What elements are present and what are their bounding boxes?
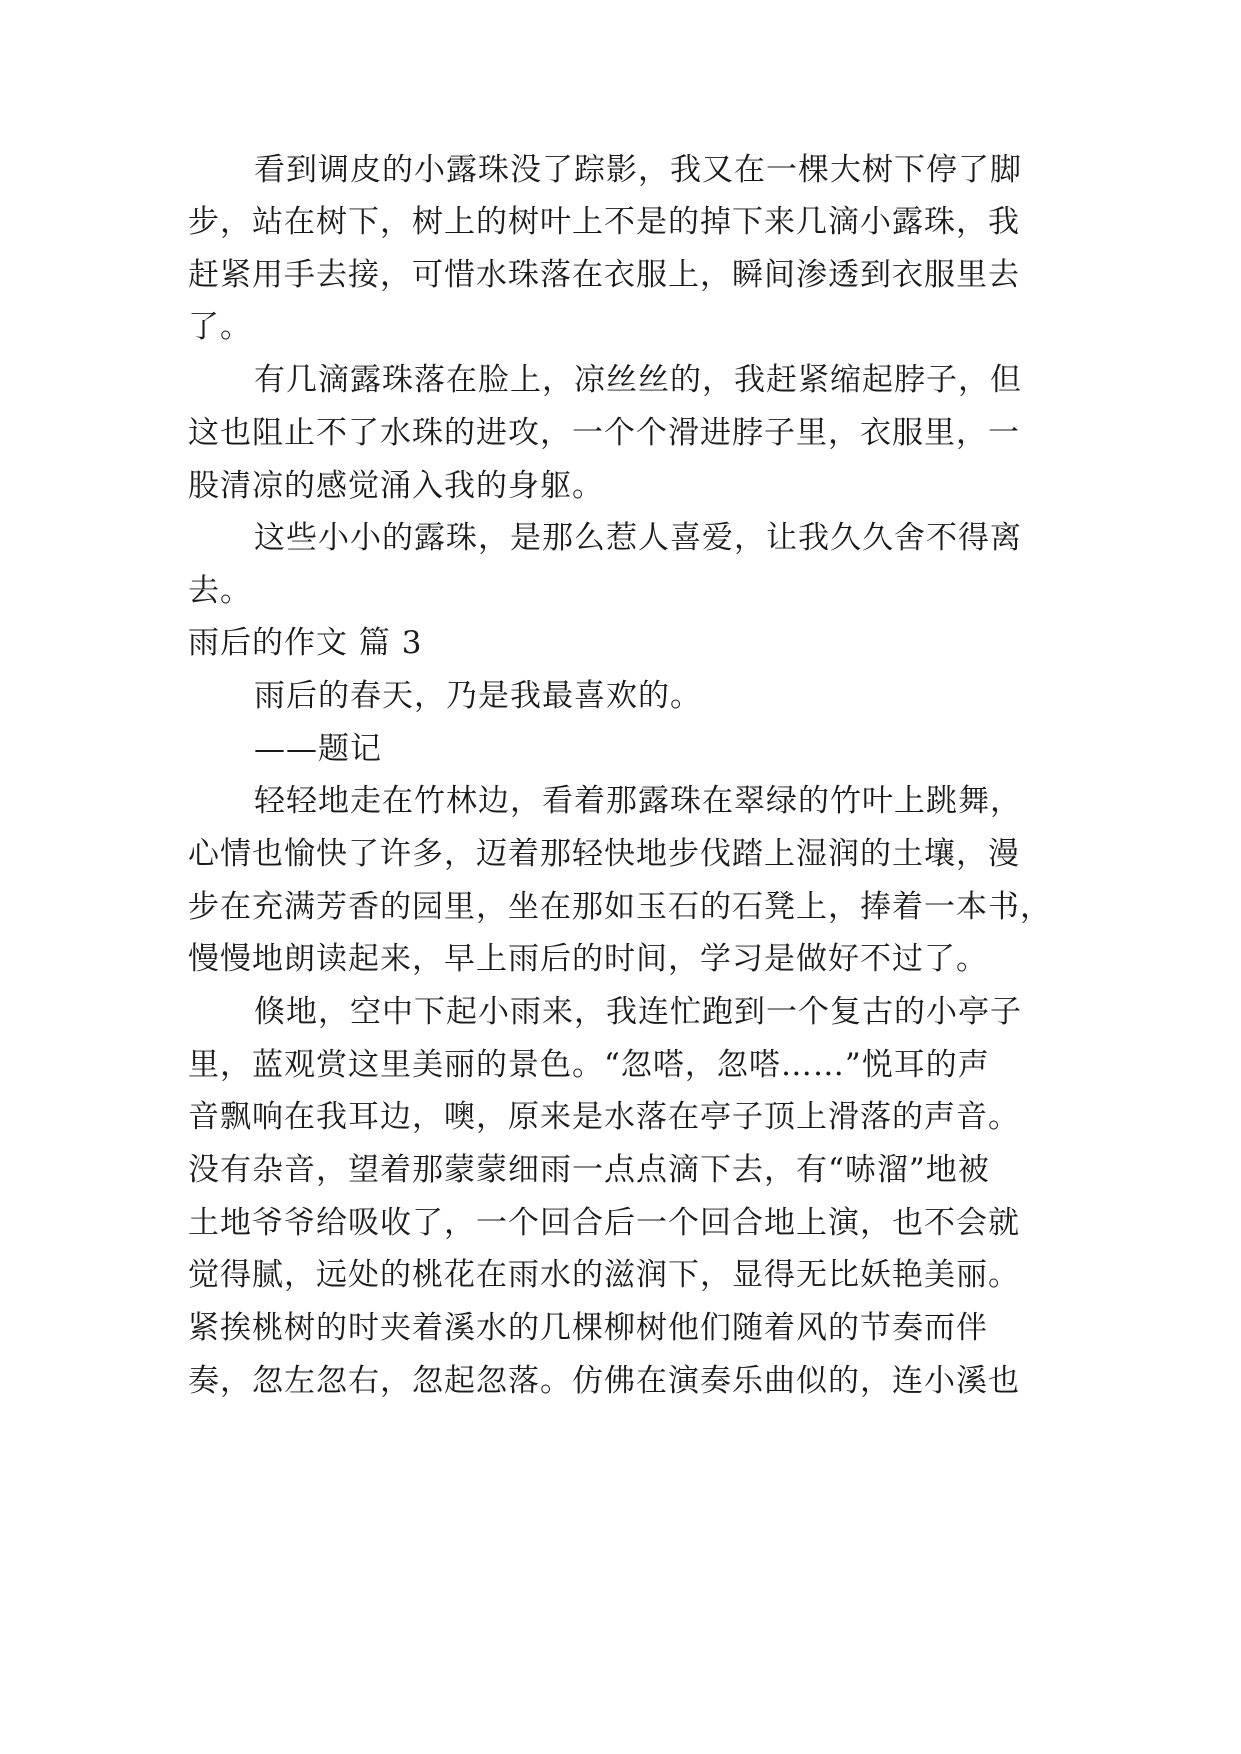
paragraph-line: 里，蓝观赏这里美丽的景色。“忽嗒，忽嗒……”悦耳的声 <box>188 1047 990 1083</box>
paragraph-line: 没有杂音，望着那蒙蒙细雨一点点滴下去，有“哧溜”地被 <box>188 1152 990 1188</box>
paragraph-line: 去。 <box>188 573 252 609</box>
paragraph-line: 觉得腻，远处的桃花在雨水的滋润下，显得无比妖艳美丽。 <box>188 1257 1020 1293</box>
paragraph-line: 看到调皮的小露珠没了踪影，我又在一棵大树下停了脚 <box>254 152 1022 188</box>
paragraph-line: 慢慢地朗读起来，早上雨后的时间，学习是做好不过了。 <box>188 941 988 977</box>
paragraph-line: 紧挨桃树的时夹着溪水的几棵柳树他们随着风的节奏而伴 <box>188 1310 988 1346</box>
paragraph-line: 轻轻地走在竹林边，看着那露珠在翠绿的竹叶上跳舞， <box>254 783 1022 819</box>
paragraph-line: 步，站在树下，树上的树叶上不是的掉下来几滴小露珠，我 <box>188 204 1020 240</box>
paragraph-line: 这些小小的露珠，是那么惹人喜爱，让我久久舍不得离 <box>254 520 1022 556</box>
paragraph-line: 了。 <box>188 309 252 345</box>
paragraph-line: 心情也愉快了许多，迈着那轻快地步伐踏上湿润的土壤，漫 <box>188 836 1020 872</box>
epigraph-attribution: ——题记 <box>254 731 382 767</box>
paragraph-line: 奏，忽左忽右，忽起忽落。仿佛在演奏乐曲似的，连小溪也 <box>188 1363 1020 1399</box>
paragraph-line: 音飘响在我耳边，噢，原来是水落在亭子顶上滑落的声音。 <box>188 1099 1020 1135</box>
paragraph-line: 赶紧用手去接，可惜水珠落在衣服上，瞬间渗透到衣服里去 <box>188 257 1020 293</box>
paragraph-line: 股清凉的感觉涌入我的身躯。 <box>188 468 604 504</box>
epigraph-line: 雨后的春天，乃是我最喜欢的。 <box>254 678 702 714</box>
paragraph-line: 土地爷爷给吸收了，一个回合后一个回合地上演，也不会就 <box>188 1205 1020 1241</box>
section-heading: 雨后的作文 篇 3 <box>188 625 423 661</box>
paragraph-line: 有几滴露珠落在脸上，凉丝丝的，我赶紧缩起脖子，但 <box>254 362 1022 398</box>
paragraph-line: 这也阻止不了水珠的进攻，一个个滑进脖子里，衣服里，一 <box>188 415 1020 451</box>
paragraph-line: 步在充满芳香的园里，坐在那如玉石的石凳上，捧着一本书， <box>188 889 1052 925</box>
paragraph-line: 倏地，空中下起小雨来，我连忙跑到一个复古的小亭子 <box>254 994 1022 1030</box>
